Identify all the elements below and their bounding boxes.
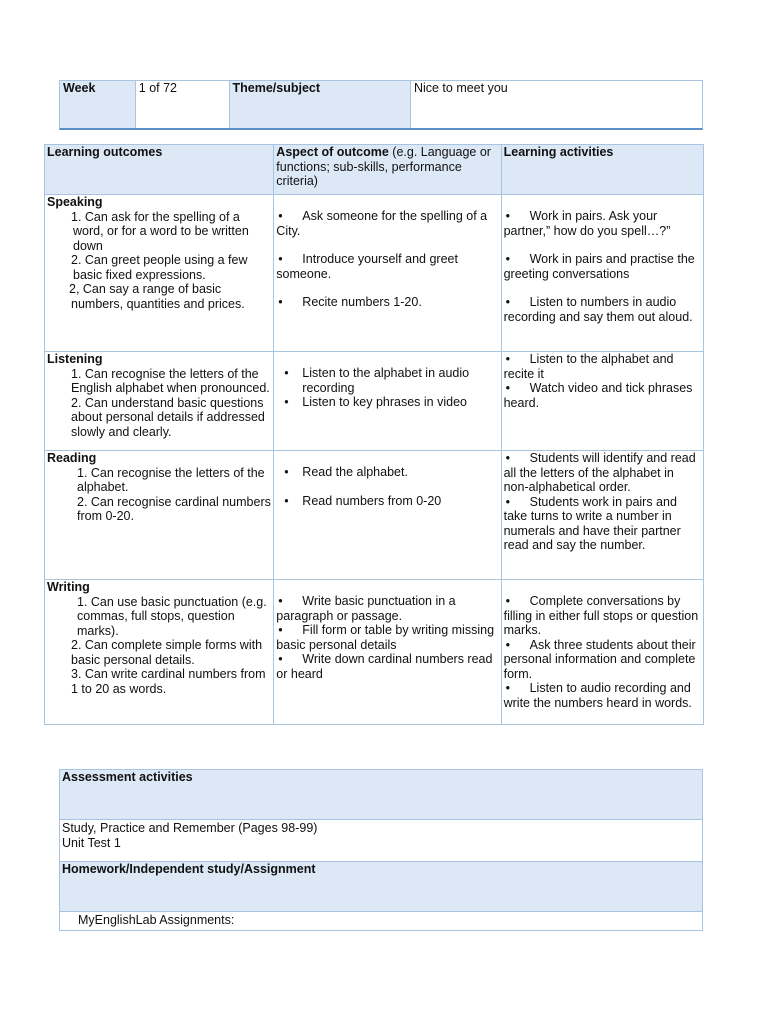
aspect-header-rest: (e.g. Language or functions; sub-skills, performance criteria) <box>276 145 491 188</box>
outcome-item: 2, Can say a range of basic numbers, quantities and prices. <box>69 282 245 311</box>
outcome-item: 1. Can recognise the letters of the English alphabet when pronounced. <box>71 366 270 395</box>
theme-value: Nice to meet you <box>413 81 508 95</box>
table-row-speaking <box>45 195 703 352</box>
skill-label: Reading <box>47 451 97 465</box>
week-header-table <box>59 80 703 130</box>
activity-item: • Listen to numbers in audio recording and say them out aloud. <box>504 295 701 324</box>
learning-outcomes-table <box>44 144 704 725</box>
table-row-reading <box>45 451 703 580</box>
activity-item: • Watch video and tick phrases heard. <box>504 381 701 410</box>
aspect-item: • Read the alphabet. <box>276 465 498 480</box>
outcomes-cell <box>45 451 274 579</box>
outcome-item: 2. Can complete simple forms with basic personal details. <box>71 638 263 667</box>
assessment-line-2: Unit Test 1 <box>62 835 121 850</box>
activities-cell <box>502 352 703 450</box>
outcomes-cell <box>45 580 274 724</box>
activity-item: • Listen to the alphabet and recite it <box>504 352 701 381</box>
col-learning-outcomes-header: Learning outcomes <box>45 145 274 194</box>
skill-label: Listening <box>47 352 103 366</box>
activity-item: • Students will identify and read all the letters of the alphabet in non-alphabetical order. <box>504 451 701 495</box>
assessment-line-1: Study, Practice and Remember (Pages 98-99) <box>62 821 318 835</box>
aspect-item: • Listen to key phrases in video <box>276 395 498 410</box>
outcome-item: 1. Can use basic punctuation (e.g. commas, full stops, question marks). <box>77 594 267 638</box>
col-aspect-header <box>274 145 501 194</box>
activity-item: • Listen to audio recording and write the numbers heard in words. <box>504 681 701 710</box>
skill-label: Speaking <box>47 195 103 209</box>
table-header-row <box>45 145 703 195</box>
activity-item: • Complete conversations by filling in either full stops or question marks. <box>504 594 701 638</box>
activity-item: • Work in pairs and practise the greeting conversations <box>504 252 701 281</box>
aspects-cell <box>274 451 501 579</box>
outcome-item: 2. Can understand basic questions about personal details if addressed slowly and clearly. <box>71 395 265 439</box>
aspect-item: • Write basic punctuation in a paragraph or passage. <box>276 594 498 623</box>
aspects-cell <box>274 580 501 724</box>
table-row-listening <box>45 352 703 451</box>
aspect-item: • Listen to the alphabet in audio recording <box>276 366 498 395</box>
aspect-item: • Read numbers from 0-20 <box>276 494 498 509</box>
week-label: Week <box>60 81 136 128</box>
aspect-header-bold: Aspect of outcome <box>276 145 389 159</box>
homework-heading: Homework/Independent study/Assignment <box>60 862 702 912</box>
outcome-item: 2. Can greet people using a few basic fixed expressions. <box>71 253 248 282</box>
table-row-writing <box>45 580 703 724</box>
assessment-heading: Assessment activities <box>60 770 702 820</box>
outcomes-cell <box>45 352 274 450</box>
homework-value: MyEnglishLab Assignments: <box>78 913 235 927</box>
outcome-item: 2. Can recognise cardinal numbers from 0-20. <box>77 494 271 523</box>
outcome-item: 3. Can write cardinal numbers from 1 to 20 as words. <box>71 667 266 696</box>
outcome-item: 1. Can ask for the spelling of a word, or for a word to be written down <box>71 209 249 253</box>
week-value: 1 of 72 <box>136 81 230 128</box>
activities-cell <box>502 451 703 579</box>
assessment-content <box>60 820 702 862</box>
skill-label: Writing <box>47 580 90 594</box>
theme-label: Theme/subject <box>230 81 411 128</box>
aspects-cell <box>274 352 501 450</box>
aspect-item: • Write down cardinal numbers read or heard <box>276 652 498 681</box>
outcomes-cell <box>45 195 274 351</box>
aspects-cell <box>274 195 501 351</box>
aspect-item: • Introduce yourself and greet someone. <box>276 252 498 281</box>
aspect-item: • Ask someone for the spelling of a City. <box>276 209 498 238</box>
activity-item: • Work in pairs. Ask your partner,” how do you spell…?” <box>504 209 701 238</box>
activity-item: • Students work in pairs and take turns to write a number in numerals and have their partner read and say the number. <box>504 495 701 553</box>
activity-item: • Ask three students about their personal information and complete form. <box>504 638 701 682</box>
assessment-table <box>59 769 703 931</box>
activities-cell <box>502 195 703 351</box>
outcome-item: 1. Can recognise the letters of the alphabet. <box>77 465 265 494</box>
activities-cell <box>502 580 703 724</box>
aspect-item: • Fill form or table by writing missing basic personal details <box>276 623 498 652</box>
col-learning-activities-header: Learning activities <box>503 145 614 159</box>
aspect-item: • Recite numbers 1-20. <box>276 295 498 310</box>
